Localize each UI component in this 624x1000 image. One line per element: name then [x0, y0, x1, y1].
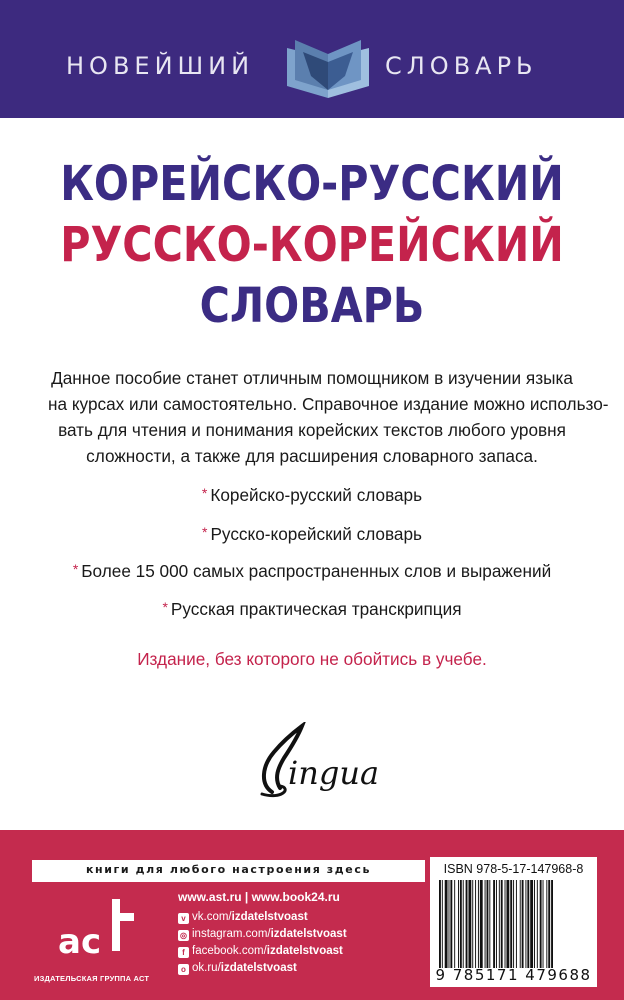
asterisk-icon: * [162, 599, 168, 615]
publisher-sites[interactable]: www.ast.ru | www.book24.ru [178, 890, 340, 904]
svg-text:ac: ac [58, 922, 102, 962]
barcode-bar [460, 880, 462, 968]
social-link-ok[interactable]: o ok.ru/izdatelstvoast [178, 962, 297, 975]
barcode [437, 880, 595, 968]
barcode-bar [506, 880, 509, 968]
barcode-bar [522, 880, 524, 968]
barcode-bar [546, 880, 547, 968]
barcode-bar [540, 880, 542, 968]
description-line: на курсах или самостоятельно. Справочное издание можно использо- [48, 394, 609, 414]
barcode-bar [516, 880, 517, 968]
svg-text:ingua: ingua [288, 754, 380, 792]
barcode-bar [505, 880, 506, 968]
barcode-bar [445, 880, 448, 968]
feature-item: * Более 15 000 самых распространенных слов и выражений [72, 561, 552, 581]
social-link-instagram[interactable]: ◎ instagram.com/izdatelstvoast [180, 928, 347, 940]
barcode-bar [487, 880, 489, 968]
barcode-bar [485, 880, 486, 968]
social-link-facebook[interactable]: f facebook.com/izdatelstvoast [178, 945, 343, 958]
description [48, 365, 609, 469]
series-label-left: НОВЕЙШИЙ [66, 52, 255, 80]
feature-item: * Корейско-русский словарь [201, 485, 423, 505]
barcode-bar [525, 880, 526, 968]
tagline: Издание, без которого не обойтись в учебе. [137, 649, 487, 669]
barcode-bar [442, 880, 443, 968]
feature-item: * Русско-корейский словарь [202, 524, 422, 544]
barcode-bar [454, 880, 455, 968]
vk-icon: v [178, 913, 189, 924]
description-line: Данное пособие станет отличным помощником в изучении языка [51, 368, 573, 388]
isbn-text: ISBN 978-5-17-147968-8 [443, 862, 584, 876]
ast-logo [50, 893, 170, 968]
barcode-bar [537, 880, 538, 968]
publisher-caption: ИЗДАТЕЛЬСКАЯ ГРУППА АСТ [34, 974, 150, 983]
instagram-icon: ◎ [178, 930, 189, 941]
title-line-1: КОРЕЙСКО-РУССКИЙ [60, 156, 564, 212]
barcode-bar [543, 880, 544, 968]
barcode-bar [513, 880, 514, 968]
social-link-vk[interactable]: v vk.com/izdatelstvoast [178, 911, 308, 924]
asterisk-icon: * [201, 485, 208, 501]
barcode-bar [534, 880, 535, 968]
barcode-bar [463, 880, 464, 968]
asterisk-icon: * [72, 561, 79, 577]
barcode-bar [496, 880, 497, 968]
barcode-bar [439, 880, 441, 968]
description-line: сложности, а также для расширения словарного запаса. [86, 446, 538, 466]
barcode-bar [450, 880, 452, 968]
barcode-bar [449, 880, 450, 968]
series-label-right: СЛОВАРЬ [385, 52, 538, 80]
barcode-number: 9 785171 479688 [435, 966, 592, 984]
asterisk-icon: * [202, 524, 208, 540]
barcode-bar [501, 880, 503, 968]
barcode-bar [489, 880, 490, 968]
open-book-icon [283, 40, 373, 98]
barcode-bar [475, 880, 476, 968]
barcode-bar [499, 880, 500, 968]
barcode-bar [466, 880, 468, 968]
barcode-bar [520, 880, 521, 968]
barcode-bar [548, 880, 550, 968]
title-line-2: РУССКО-КОРЕЙСКИЙ [60, 217, 564, 273]
lingua-logo [232, 722, 402, 802]
feature-item: * Русская практическая транскрипция [162, 599, 462, 619]
barcode-bar [530, 880, 533, 968]
barcode-bar [468, 880, 471, 968]
barcode-bar [493, 880, 495, 968]
slogan: книги для любого настроения здесь [85, 863, 372, 876]
barcode-bar [480, 880, 483, 968]
facebook-icon: f [178, 947, 189, 958]
barcode-bar [510, 880, 512, 968]
barcode-bar [527, 880, 529, 968]
barcode-bar [458, 880, 459, 968]
title-line-3: СЛОВАРЬ [199, 278, 425, 334]
ok-icon: o [178, 964, 189, 975]
barcode-bar [551, 880, 553, 968]
barcode-bar [478, 880, 479, 968]
description-line: вать для чтения и понимания корейских текстов любого уровня [58, 420, 566, 440]
barcode-bar [472, 880, 473, 968]
